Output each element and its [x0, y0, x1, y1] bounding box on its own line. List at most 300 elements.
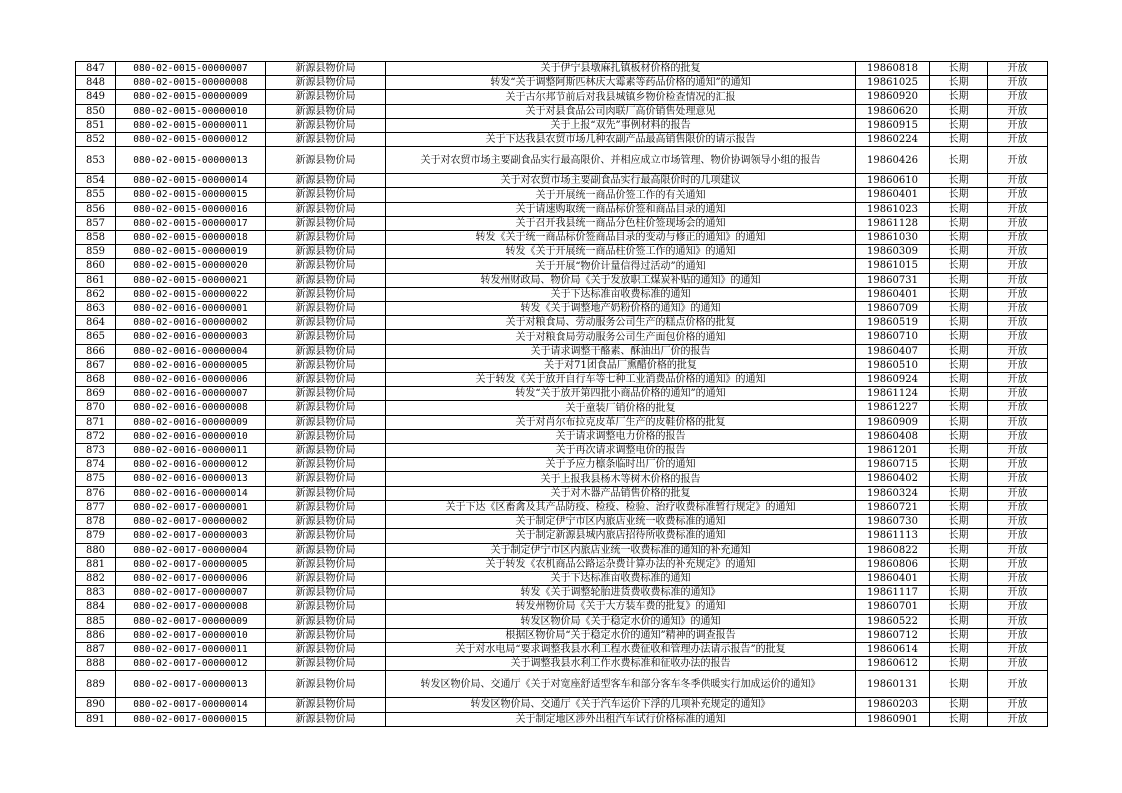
retention-term-cell: 长期 [930, 472, 988, 486]
organization-cell: 新源县物价局 [266, 557, 386, 571]
document-title-cell: 关于古尔邦节前后对我县城镇乡物价检查情况的汇报 [386, 90, 856, 104]
access-status-cell: 开放 [988, 202, 1048, 216]
access-status-cell: 开放 [988, 344, 1048, 358]
row-number-cell: 851 [76, 118, 116, 132]
access-status-cell: 开放 [988, 273, 1048, 287]
organization-cell: 新源县物价局 [266, 330, 386, 344]
table-row [76, 76, 1048, 90]
archive-code-cell: 080-02-0017-00000013 [116, 671, 266, 698]
table-row [76, 698, 1048, 712]
table-row [76, 174, 1048, 188]
retention-term-cell: 长期 [930, 415, 988, 429]
retention-term-cell: 长期 [930, 486, 988, 500]
row-number-cell: 870 [76, 401, 116, 415]
organization-cell: 新源县物价局 [266, 62, 386, 76]
row-number-cell: 854 [76, 174, 116, 188]
organization-cell: 新源县物价局 [266, 202, 386, 216]
organization-cell: 新源县物价局 [266, 245, 386, 259]
archive-code-cell: 080-02-0017-00000005 [116, 557, 266, 571]
archive-code-cell: 080-02-0017-00000015 [116, 712, 266, 726]
access-status-cell: 开放 [988, 671, 1048, 698]
archive-code-cell: 080-02-0015-00000007 [116, 62, 266, 76]
date-cell: 19860401 [856, 188, 930, 202]
document-title-cell: 关于请速购取统一商品标价签和商品目录的通知 [386, 202, 856, 216]
date-cell: 19860324 [856, 486, 930, 500]
row-number-cell: 878 [76, 515, 116, 529]
archive-code-cell: 080-02-0016-00000004 [116, 344, 266, 358]
organization-cell: 新源县物价局 [266, 302, 386, 316]
row-number-cell: 858 [76, 231, 116, 245]
row-number-cell: 879 [76, 529, 116, 543]
organization-cell: 新源县物价局 [266, 118, 386, 132]
archive-code-cell: 080-02-0016-00000006 [116, 373, 266, 387]
row-number-cell: 853 [76, 147, 116, 174]
access-status-cell: 开放 [988, 712, 1048, 726]
access-status-cell: 开放 [988, 401, 1048, 415]
access-status-cell: 开放 [988, 259, 1048, 273]
document-title-cell: 关于对农贸市场主要副食品实行最高限价时的几项建议 [386, 174, 856, 188]
document-title-cell: 关于伊宁县墩麻扎镇板材价格的批复 [386, 62, 856, 76]
access-status-cell: 开放 [988, 600, 1048, 614]
retention-term-cell: 长期 [930, 330, 988, 344]
document-title-cell: 关于对粮食局劳动服务公司生产面包价格的通知 [386, 330, 856, 344]
organization-cell: 新源县物价局 [266, 316, 386, 330]
date-cell: 19861124 [856, 387, 930, 401]
table-row [76, 486, 1048, 500]
organization-cell: 新源县物价局 [266, 429, 386, 443]
date-cell: 19860909 [856, 415, 930, 429]
document-title-cell: 关于开展“物价计量信得过活动”的通知 [386, 259, 856, 273]
archive-code-cell: 080-02-0016-00000003 [116, 330, 266, 344]
access-status-cell: 开放 [988, 231, 1048, 245]
access-status-cell: 开放 [988, 657, 1048, 671]
document-title-cell: 根据区物价局“关于稳定水价的通知”精神的调查报告 [386, 628, 856, 642]
document-title-cell: 关于下达标准亩收费标准的通知 [386, 287, 856, 301]
archive-code-cell: 080-02-0016-00000007 [116, 387, 266, 401]
access-status-cell: 开放 [988, 245, 1048, 259]
row-number-cell: 866 [76, 344, 116, 358]
date-cell: 19860401 [856, 571, 930, 585]
archive-code-cell: 080-02-0015-00000016 [116, 202, 266, 216]
row-number-cell: 859 [76, 245, 116, 259]
date-cell: 19861015 [856, 259, 930, 273]
organization-cell: 新源县物价局 [266, 628, 386, 642]
retention-term-cell: 长期 [930, 245, 988, 259]
archive-code-cell: 080-02-0016-00000010 [116, 429, 266, 443]
retention-term-cell: 长期 [930, 259, 988, 273]
table-row [76, 287, 1048, 301]
date-cell: 19860709 [856, 302, 930, 316]
archive-code-cell: 080-02-0017-00000002 [116, 515, 266, 529]
access-status-cell: 开放 [988, 557, 1048, 571]
table-row [76, 133, 1048, 147]
retention-term-cell: 长期 [930, 118, 988, 132]
document-title-cell: 关于制定地区涉外出租汽车试行价格标准的通知 [386, 712, 856, 726]
retention-term-cell: 长期 [930, 174, 988, 188]
row-number-cell: 860 [76, 259, 116, 273]
organization-cell: 新源县物价局 [266, 671, 386, 698]
table-row [76, 330, 1048, 344]
table-row [76, 444, 1048, 458]
row-number-cell: 867 [76, 358, 116, 372]
archive-code-cell: 080-02-0016-00000009 [116, 415, 266, 429]
table-row [76, 62, 1048, 76]
row-number-cell: 885 [76, 614, 116, 628]
retention-term-cell: 长期 [930, 600, 988, 614]
archive-code-cell: 080-02-0016-00000013 [116, 472, 266, 486]
organization-cell: 新源县物价局 [266, 259, 386, 273]
access-status-cell: 开放 [988, 458, 1048, 472]
date-cell: 19860924 [856, 373, 930, 387]
document-title-cell: 转发“关于调整阿斯匹林庆大霉素等药品价格的通知”的通知 [386, 76, 856, 90]
document-title-cell: 关于对肖尔布拉克皮革厂生产的皮鞋价格的批复 [386, 415, 856, 429]
date-cell: 19861117 [856, 586, 930, 600]
table-row [76, 472, 1048, 486]
date-cell: 19860721 [856, 500, 930, 514]
document-title-cell: 关于下达标准亩收费标准的通知 [386, 571, 856, 585]
row-number-cell: 855 [76, 188, 116, 202]
retention-term-cell: 长期 [930, 62, 988, 76]
document-title-cell: 关于请求调整干酪素、酥油出厂价的报告 [386, 344, 856, 358]
organization-cell: 新源县物价局 [266, 387, 386, 401]
document-title-cell: 关于上报我县杨木等树木价格的报告 [386, 472, 856, 486]
retention-term-cell: 长期 [930, 358, 988, 372]
access-status-cell: 开放 [988, 444, 1048, 458]
retention-term-cell: 长期 [930, 429, 988, 443]
retention-term-cell: 长期 [930, 712, 988, 726]
retention-term-cell: 长期 [930, 614, 988, 628]
document-title-cell: 关于下达我县农贸市场几种农副产品最高销售限价的请示报告 [386, 133, 856, 147]
table-row [76, 657, 1048, 671]
row-number-cell: 849 [76, 90, 116, 104]
row-number-cell: 864 [76, 316, 116, 330]
table-row [76, 415, 1048, 429]
access-status-cell: 开放 [988, 188, 1048, 202]
date-cell: 19860806 [856, 557, 930, 571]
archive-code-cell: 080-02-0016-00000011 [116, 444, 266, 458]
access-status-cell: 开放 [988, 330, 1048, 344]
retention-term-cell: 长期 [930, 671, 988, 698]
organization-cell: 新源县物价局 [266, 76, 386, 90]
date-cell: 19860612 [856, 657, 930, 671]
document-title-cell: 关于请求调整电力价格的报告 [386, 429, 856, 443]
archive-code-cell: 080-02-0015-00000013 [116, 147, 266, 174]
row-number-cell: 857 [76, 216, 116, 230]
row-number-cell: 872 [76, 429, 116, 443]
archive-code-cell: 080-02-0017-00000007 [116, 586, 266, 600]
archive-code-cell: 080-02-0016-00000005 [116, 358, 266, 372]
row-number-cell: 880 [76, 543, 116, 557]
table-row [76, 373, 1048, 387]
row-number-cell: 871 [76, 415, 116, 429]
date-cell: 19860408 [856, 429, 930, 443]
date-cell: 19860519 [856, 316, 930, 330]
table-row [76, 216, 1048, 230]
date-cell: 19861128 [856, 216, 930, 230]
date-cell: 19860822 [856, 543, 930, 557]
table-row [76, 358, 1048, 372]
row-number-cell: 890 [76, 698, 116, 712]
organization-cell: 新源县物价局 [266, 543, 386, 557]
table-row [76, 642, 1048, 656]
archive-code-cell: 080-02-0017-00000011 [116, 642, 266, 656]
date-cell: 19861023 [856, 202, 930, 216]
document-title-cell: 关于对水电局“要求调整我县水利工程水费征收和管理办法请示报告”的批复 [386, 642, 856, 656]
document-title-cell: 关于制定新源县城内旅店招待所收费标准的通知 [386, 529, 856, 543]
archive-code-cell: 080-02-0016-00000001 [116, 302, 266, 316]
archive-code-cell: 080-02-0017-00000010 [116, 628, 266, 642]
row-number-cell: 856 [76, 202, 116, 216]
row-number-cell: 862 [76, 287, 116, 301]
table-row [76, 387, 1048, 401]
document-title-cell: 关于对木器产品销售价格的批复 [386, 486, 856, 500]
document-title-cell: 关于上报“双先”事例材料的报告 [386, 118, 856, 132]
row-number-cell: 861 [76, 273, 116, 287]
document-title-cell: 关于童装厂销价格的批复 [386, 401, 856, 415]
organization-cell: 新源县物价局 [266, 614, 386, 628]
organization-cell: 新源县物价局 [266, 174, 386, 188]
table-row [76, 401, 1048, 415]
table-row [76, 202, 1048, 216]
archive-code-cell: 080-02-0015-00000014 [116, 174, 266, 188]
row-number-cell: 865 [76, 330, 116, 344]
organization-cell: 新源县物价局 [266, 147, 386, 174]
organization-cell: 新源县物价局 [266, 500, 386, 514]
organization-cell: 新源县物价局 [266, 698, 386, 712]
table-row [76, 273, 1048, 287]
table-row [76, 543, 1048, 557]
document-title-cell: 关于对71团食品厂熏醋价格的批复 [386, 358, 856, 372]
archive-code-cell: 080-02-0017-00000012 [116, 657, 266, 671]
date-cell: 19861025 [856, 76, 930, 90]
date-cell: 19860426 [856, 147, 930, 174]
organization-cell: 新源县物价局 [266, 273, 386, 287]
archive-code-cell: 080-02-0015-00000021 [116, 273, 266, 287]
access-status-cell: 开放 [988, 698, 1048, 712]
document-title-cell: 转发区物价局、交通厅《关于对宽座舒适型客车和部分客车冬季供暖实行加成运价的通知》 [386, 671, 856, 698]
access-status-cell: 开放 [988, 543, 1048, 557]
organization-cell: 新源县物价局 [266, 712, 386, 726]
retention-term-cell: 长期 [930, 557, 988, 571]
retention-term-cell: 长期 [930, 287, 988, 301]
archive-code-cell: 080-02-0015-00000008 [116, 76, 266, 90]
retention-term-cell: 长期 [930, 543, 988, 557]
date-cell: 19861227 [856, 401, 930, 415]
date-cell: 19860920 [856, 90, 930, 104]
organization-cell: 新源县物价局 [266, 231, 386, 245]
document-title-cell: 关于对农贸市场主要副食品实行最高限价、并相应成立市场管理、物价协调领导小组的报告 [386, 147, 856, 174]
row-number-cell: 882 [76, 571, 116, 585]
table-row [76, 628, 1048, 642]
document-title-cell: 转发州财政局、物价局《关于发放职工煤炭补贴的通知》的通知 [386, 273, 856, 287]
archive-code-cell: 080-02-0015-00000020 [116, 259, 266, 273]
table-row [76, 515, 1048, 529]
archive-code-cell: 080-02-0015-00000010 [116, 104, 266, 118]
row-number-cell: 873 [76, 444, 116, 458]
row-number-cell: 889 [76, 671, 116, 698]
archive-code-cell: 080-02-0015-00000009 [116, 90, 266, 104]
archive-code-cell: 080-02-0015-00000022 [116, 287, 266, 301]
date-cell: 19860710 [856, 330, 930, 344]
date-cell: 19860731 [856, 273, 930, 287]
table-row [76, 500, 1048, 514]
archive-code-cell: 080-02-0015-00000015 [116, 188, 266, 202]
date-cell: 19860620 [856, 104, 930, 118]
organization-cell: 新源县物价局 [266, 287, 386, 301]
document-title-cell: 关于开展统一商品价签工作的有关通知 [386, 188, 856, 202]
archive-code-cell: 080-02-0016-00000002 [116, 316, 266, 330]
date-cell: 19860203 [856, 698, 930, 712]
access-status-cell: 开放 [988, 642, 1048, 656]
archive-code-cell: 080-02-0017-00000009 [116, 614, 266, 628]
access-status-cell: 开放 [988, 486, 1048, 500]
organization-cell: 新源县物价局 [266, 600, 386, 614]
document-title-cell: 关于制定伊宁市区内旅店业统一收费标准的通知 [386, 515, 856, 529]
date-cell: 19860730 [856, 515, 930, 529]
access-status-cell: 开放 [988, 174, 1048, 188]
organization-cell: 新源县物价局 [266, 657, 386, 671]
row-number-cell: 891 [76, 712, 116, 726]
retention-term-cell: 长期 [930, 373, 988, 387]
archive-code-cell: 080-02-0016-00000008 [116, 401, 266, 415]
table-row [76, 90, 1048, 104]
organization-cell: 新源县物价局 [266, 358, 386, 372]
document-title-cell: 关于下达《区畜禽及其产品防疫、检疫、检验、治疗收费标准暂行规定》的通知 [386, 500, 856, 514]
row-number-cell: 884 [76, 600, 116, 614]
retention-term-cell: 长期 [930, 515, 988, 529]
retention-term-cell: 长期 [930, 642, 988, 656]
organization-cell: 新源县物价局 [266, 458, 386, 472]
row-number-cell: 883 [76, 586, 116, 600]
document-title-cell: 关于召开我县统一商品分色柱价签现场会的通知 [386, 216, 856, 230]
access-status-cell: 开放 [988, 104, 1048, 118]
document-title-cell: 转发《关于调整地产奶粉价格的通知》的通知 [386, 302, 856, 316]
organization-cell: 新源县物价局 [266, 90, 386, 104]
row-number-cell: 881 [76, 557, 116, 571]
date-cell: 19860915 [856, 118, 930, 132]
date-cell: 19860522 [856, 614, 930, 628]
table-row [76, 458, 1048, 472]
retention-term-cell: 长期 [930, 387, 988, 401]
archive-code-cell: 080-02-0017-00000001 [116, 500, 266, 514]
access-status-cell: 开放 [988, 614, 1048, 628]
date-cell: 19861030 [856, 231, 930, 245]
retention-term-cell: 长期 [930, 76, 988, 90]
retention-term-cell: 长期 [930, 216, 988, 230]
access-status-cell: 开放 [988, 500, 1048, 514]
retention-term-cell: 长期 [930, 586, 988, 600]
table-row [76, 529, 1048, 543]
date-cell: 19860309 [856, 245, 930, 259]
archive-code-cell: 080-02-0015-00000017 [116, 216, 266, 230]
access-status-cell: 开放 [988, 287, 1048, 301]
date-cell: 19860614 [856, 642, 930, 656]
document-title-cell: 转发区物价局《关于稳定水价的通知》的通知 [386, 614, 856, 628]
retention-term-cell: 长期 [930, 529, 988, 543]
access-status-cell: 开放 [988, 415, 1048, 429]
row-number-cell: 869 [76, 387, 116, 401]
access-status-cell: 开放 [988, 586, 1048, 600]
table-row [76, 614, 1048, 628]
access-status-cell: 开放 [988, 515, 1048, 529]
date-cell: 19860901 [856, 712, 930, 726]
organization-cell: 新源县物价局 [266, 415, 386, 429]
organization-cell: 新源县物价局 [266, 472, 386, 486]
archive-code-cell: 080-02-0017-00000004 [116, 543, 266, 557]
access-status-cell: 开放 [988, 118, 1048, 132]
date-cell: 19860610 [856, 174, 930, 188]
date-cell: 19861201 [856, 444, 930, 458]
access-status-cell: 开放 [988, 62, 1048, 76]
date-cell: 19860510 [856, 358, 930, 372]
organization-cell: 新源县物价局 [266, 529, 386, 543]
document-title-cell: 关于调整我县水利工作水费标准和征收办法的报告 [386, 657, 856, 671]
retention-term-cell: 长期 [930, 133, 988, 147]
document-title-cell: 关于转发《农机商品公路运杂费计算办法的补充规定》的通知 [386, 557, 856, 571]
retention-term-cell: 长期 [930, 273, 988, 287]
access-status-cell: 开放 [988, 358, 1048, 372]
organization-cell: 新源县物价局 [266, 104, 386, 118]
catalog-table [75, 61, 1048, 727]
row-number-cell: 876 [76, 486, 116, 500]
organization-cell: 新源县物价局 [266, 188, 386, 202]
archive-code-cell: 080-02-0016-00000012 [116, 458, 266, 472]
table-row [76, 600, 1048, 614]
retention-term-cell: 长期 [930, 458, 988, 472]
date-cell: 19861113 [856, 529, 930, 543]
table-row [76, 316, 1048, 330]
table-row [76, 231, 1048, 245]
row-number-cell: 847 [76, 62, 116, 76]
table-row [76, 259, 1048, 273]
archive-code-cell: 080-02-0017-00000003 [116, 529, 266, 543]
document-title-cell: 转发州物价局《关于大方装车费的批复》的通知 [386, 600, 856, 614]
archive-code-cell: 080-02-0015-00000019 [116, 245, 266, 259]
retention-term-cell: 长期 [930, 302, 988, 316]
table-row [76, 712, 1048, 726]
archive-code-cell: 080-02-0017-00000008 [116, 600, 266, 614]
archive-code-cell: 080-02-0015-00000018 [116, 231, 266, 245]
archive-code-cell: 080-02-0016-00000014 [116, 486, 266, 500]
table-row [76, 344, 1048, 358]
table-row [76, 147, 1048, 174]
table-row [76, 557, 1048, 571]
document-title-cell: 关于予应力檩条临时出厂价的通知 [386, 458, 856, 472]
access-status-cell: 开放 [988, 76, 1048, 90]
row-number-cell: 877 [76, 500, 116, 514]
retention-term-cell: 长期 [930, 90, 988, 104]
date-cell: 19860715 [856, 458, 930, 472]
table-body [76, 62, 1048, 727]
table-row [76, 671, 1048, 698]
table-row [76, 118, 1048, 132]
archive-code-cell: 080-02-0017-00000006 [116, 571, 266, 585]
retention-term-cell: 长期 [930, 202, 988, 216]
organization-cell: 新源县物价局 [266, 642, 386, 656]
table-row [76, 245, 1048, 259]
document-title-cell: 关于制定伊宁市区内旅店业统一收费标准的通知的补充通知 [386, 543, 856, 557]
organization-cell: 新源县物价局 [266, 515, 386, 529]
retention-term-cell: 长期 [930, 316, 988, 330]
access-status-cell: 开放 [988, 387, 1048, 401]
access-status-cell: 开放 [988, 429, 1048, 443]
organization-cell: 新源县物价局 [266, 133, 386, 147]
row-number-cell: 852 [76, 133, 116, 147]
date-cell: 19860401 [856, 287, 930, 301]
date-cell: 19860712 [856, 628, 930, 642]
access-status-cell: 开放 [988, 472, 1048, 486]
retention-term-cell: 长期 [930, 698, 988, 712]
